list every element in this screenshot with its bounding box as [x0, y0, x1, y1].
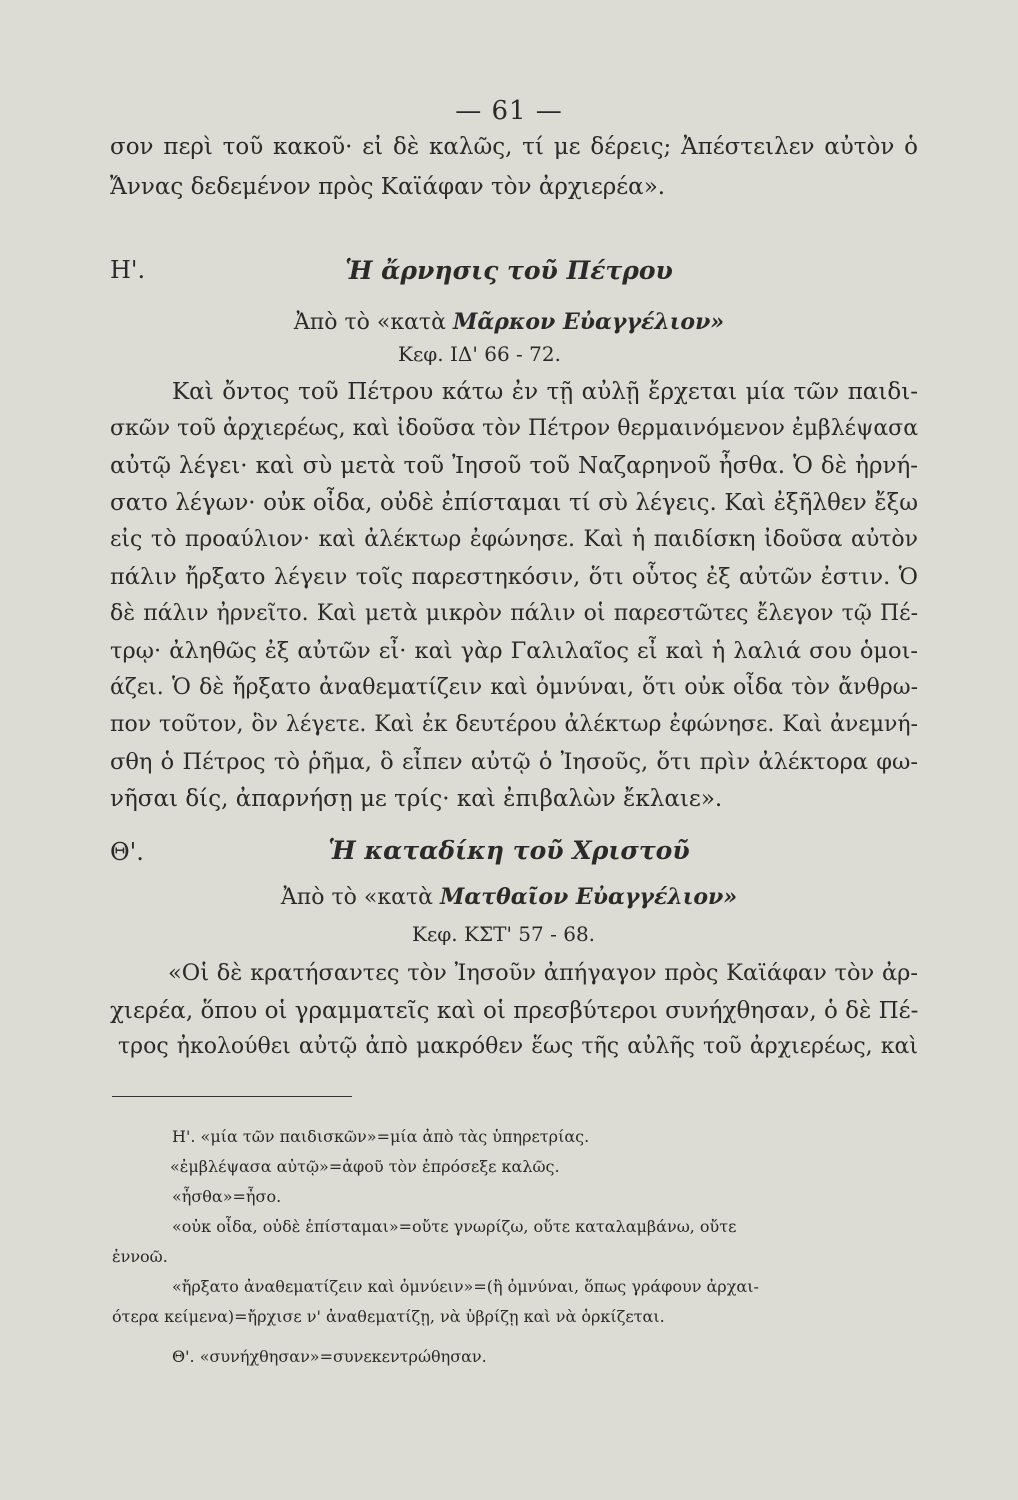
source-book: Μᾶρκον Εὐαγγέλιον»	[452, 309, 725, 335]
text-line: πον τοῦτον, ὃν λέγετε. Καὶ ἐκ δευτέρου ἀλέκτωρ ἐφώνησε. Καὶ ἀνεμνή-	[110, 712, 918, 737]
footnote: ἐννοῶ.	[112, 1247, 168, 1266]
chapter-reference: Κεφ. ΚΣΤ' 57 - 68.	[412, 922, 596, 946]
section-number: Η'.	[110, 256, 146, 284]
source-prefix: Ἀπὸ τὸ «κατὰ	[293, 310, 446, 335]
source-line	[0, 309, 1018, 335]
text-line: χιερέα, ὅπου οἱ γραμματεῖς καὶ οἱ πρεσβύτεροι συνήχθησαν, ὁ δὲ Πέ-	[110, 998, 919, 1024]
text-line: Καὶ ὄντος τοῦ Πέτρου κάτω ἐν τῇ αὐλῇ ἔρχεται μία τῶν παιδι-	[172, 379, 918, 405]
text-line: εἰς τὸ προαύλιον· καὶ ἀλέκτωρ ἐφώνησε. Καὶ ἡ παιδίσκη ἰδοῦσα αὐτὸν	[110, 527, 918, 552]
footnote: Θ'. «συνήχθησαν»=συνεκεντρώθησαν.	[172, 1347, 487, 1366]
text-line: σκῶν τοῦ ἀρχιερέως, καὶ ἰδοῦσα τὸν Πέτρον θερμαινόμενον ἐμβλέψασα	[110, 416, 919, 441]
text-line: τρος ἠκολούθει αὐτῷ ἀπὸ μακρόθεν ἕως τῆς αὐλῆς τοῦ ἀρχιερέως, καὶ	[118, 1034, 918, 1059]
chapter-reference: Κεφ. ΙΔ' 66 - 72.	[398, 342, 561, 366]
footnote: «ἤρξατο ἀναθεματίζειν καὶ ὀμνύειν»=(ἢ ὀμνύναι, ὅπως γράφουν ἀρχαι-	[172, 1277, 759, 1296]
section-number: Θ'.	[110, 838, 144, 866]
text-line: άζει. Ὁ δὲ ἤρξατο ἀναθεματίζειν καὶ ὀμνύναι, ὅτι οὐκ οἶδα τὸν ἄνθρω-	[110, 675, 918, 700]
footnote: «ἦσθα»=ἦσο.	[172, 1187, 282, 1206]
page-number: — 61 —	[455, 96, 563, 126]
section-title: Ἡ ἄρνησις τοῦ Πέτρου	[345, 256, 673, 285]
text-line: σον περὶ τοῦ κακοῦ· εἰ δὲ καλῶς, τί με δέρεις; Ἀπέστειλεν αὐτὸν ὁ	[110, 134, 918, 160]
source-prefix: Ἀπὸ τὸ «κατὰ	[280, 885, 433, 910]
footnote: ότερα κείμενα)=ἤρχισε ν' ἀναθεματίζῃ, νὰ ὑβρίζῃ καὶ νὰ ὁρκίζεται.	[112, 1307, 665, 1326]
section-title: Ἡ καταδίκη τοῦ Χριστοῦ	[328, 836, 690, 865]
footnote: Η'. «μία τῶν παιδισκῶν»=μία ἀπὸ τὰς ὑπηρετρίας.	[172, 1127, 590, 1146]
source-book: Ματθαῖον Εὐαγγέλιον»	[440, 884, 738, 910]
text-line: τρῳ· ἀληθῶς ἐξ αὐτῶν εἶ· καὶ γὰρ Γαλιλαῖος εἶ καὶ ἡ λαλιά σου ὁμοι-	[110, 638, 918, 664]
text-line: αὐτῷ λέγει· καὶ σὺ μετὰ τοῦ Ἰησοῦ τοῦ Ναζαρηνοῦ ἦσθα. Ὁ δὲ ἠρνή-	[110, 453, 918, 479]
text-line: «Οἱ δὲ κρατήσαντες τὸν Ἰησοῦν ἀπήγαγον πρὸς Καϊάφαν τὸν ἀρ-	[168, 960, 918, 986]
text-line: νῆσαι δίς, ἀπαρνήσῃ με τρίς· καὶ ἐπιβαλὼν ἔκλαιε».	[110, 786, 723, 812]
footnote: «οὐκ οἶδα, οὐδὲ ἐπίσταμαι»=οὔτε γνωρίζω, οὔτε καταλαμβάνω, οὔτε	[172, 1217, 737, 1236]
text-line: δὲ πάλιν ἠρνεῖτο. Καὶ μετὰ μικρὸν πάλιν οἱ παρεστῶτες ἔλεγον τῷ Πέ-	[110, 601, 918, 626]
footnote: «ἐμβλέψασα αὐτῷ»=ἀφοῦ τὸν ἐπρόσεξε καλῶς.	[170, 1157, 560, 1176]
source-line	[0, 884, 1018, 910]
text-line: σθη ὁ Πέτρος τὸ ῥῆμα, ὃ εἶπεν αὐτῷ ὁ Ἰησοῦς, ὅτι πρὶν ἀλέκτορα φω-	[110, 749, 918, 775]
text-line: πάλιν ἤρξατο λέγειν τοῖς παρεστηκόσιν, ὅτι οὗτος ἐξ αὐτῶν ἐστιν. Ὁ	[110, 564, 918, 590]
text-line: Ἄννας δεδεμένον πρὸς Καϊάφαν τὸν ἀρχιερέα».	[110, 174, 666, 200]
text-line: σατο λέγων· οὐκ οἶδα, οὐδὲ ἐπίσταμαι τί σὺ λέγεις. Καὶ ἐξῆλθεν ἔξω	[110, 490, 918, 516]
footnote-divider	[112, 1096, 352, 1097]
